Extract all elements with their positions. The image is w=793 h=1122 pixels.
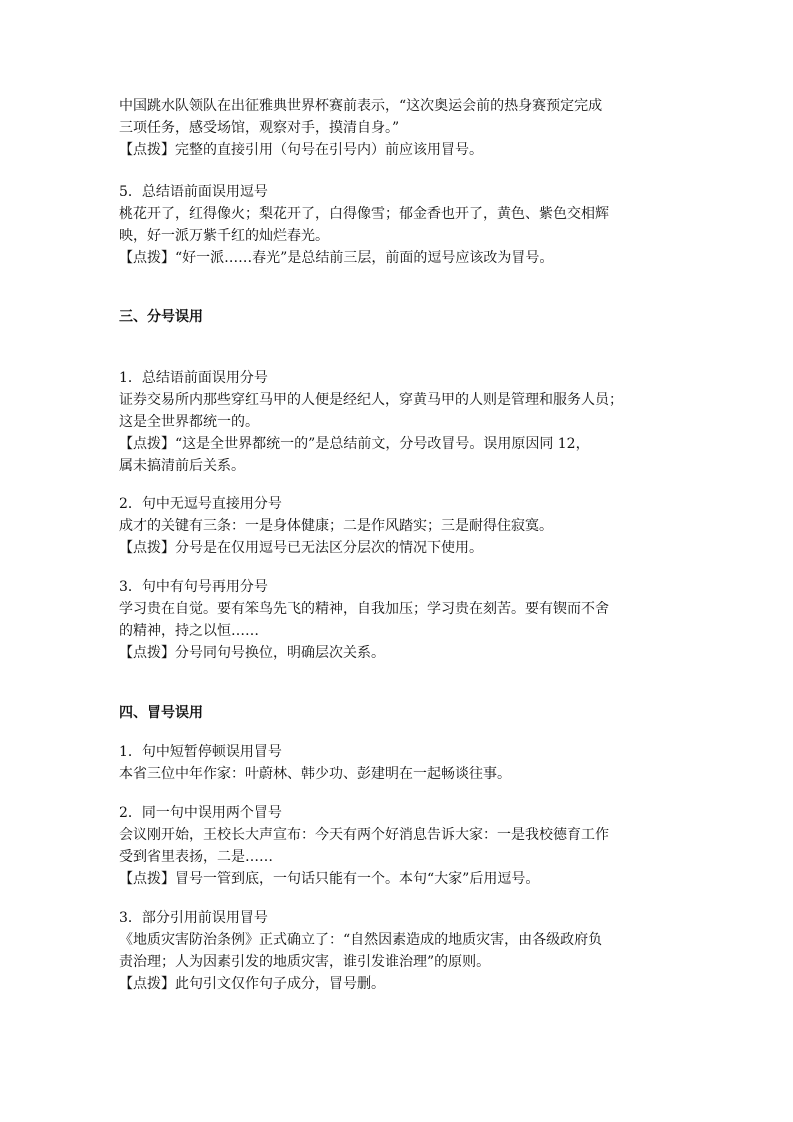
subheading: 2．句中无逗号直接用分号 [119,496,282,512]
hint-line: 【点拨】“这是全世界都统一的”是总结前文，分号改冒号。误用原因同 12， [119,436,590,452]
text-line: 会议刚开始，王校长大声宣布：今天有两个好消息告诉大家：一是我校德育工作 [119,827,609,843]
text-line: 受到省里表扬，二是…… [119,849,273,865]
section-heading: 四、冒号误用 [119,705,203,721]
section-heading: 三、分号误用 [119,309,203,325]
text-line: 映，好一派万紫千红的灿烂春光。 [119,228,329,244]
text-line: 学习贵在自觉。要有笨鸟先飞的精神，自我加压；学习贵在刻苦。要有锲而不舍 [119,601,609,617]
text-line: 的精神，持之以恒…… [119,623,259,639]
subheading: 5．总结语前面误用逗号 [119,184,268,200]
text-line: 《地质灾害防治条例》正式确立了：“自然因素造成的地质灾害，由各级政府负 [119,932,603,948]
subheading: 3．句中有句号再用分号 [119,579,268,595]
text-line: 本省三位中年作家：叶蔚林、韩少功、彭建明在一起畅谈往事。 [119,766,511,782]
subheading: 3．部分引用前误用冒号 [119,910,268,926]
hint-line: 【点拨】冒号一管到底，一句话只能有一个。本句“大家”后用逗号。 [119,871,540,887]
hint-line: 【点拨】分号同句号换位，明确层次关系。 [119,645,385,661]
hint-line: 【点拨】“好一派……春光”是总结前三层，前面的逗号应该改为冒号。 [119,250,554,266]
text-line: 桃花开了，红得像火；梨花开了，白得像雪；郁金香也开了，黄色、紫色交相辉 [119,206,609,222]
hint-line: 属未搞清前后关系。 [119,458,245,474]
hint-line: 【点拨】此句引文仅作句子成分，冒号删。 [119,976,385,992]
text-line: 这是全世界都统一的。 [119,414,259,430]
hint-line: 【点拨】分号是在仅用逗号已无法区分层次的情况下使用。 [119,540,483,556]
hint-line: 【点拨】完整的直接引用（句号在引号内）前应该用冒号。 [119,142,483,158]
text-line: 证券交易所内那些穿红马甲的人便是经纪人，穿黄马甲的人则是管理和服务人员； [119,392,623,408]
text-line: 三项任务，感受场馆，观察对手，摸清自身。” [119,120,400,136]
text-line: 中国跳水队领队在出征雅典世界杯赛前表示，“这次奥运会前的热身赛预定完成 [119,98,603,114]
subheading: 1．句中短暂停顿误用冒号 [119,744,282,760]
text-line: 成才的关键有三条：一是身体健康；二是作风踏实；三是耐得住寂寞。 [119,518,553,534]
subheading: 2．同一句中误用两个冒号 [119,805,282,821]
text-line: 责治理；人为因素引发的地质灾害，谁引发谁治理”的原则。 [119,954,491,970]
subheading: 1．总结语前面误用分号 [119,370,268,386]
